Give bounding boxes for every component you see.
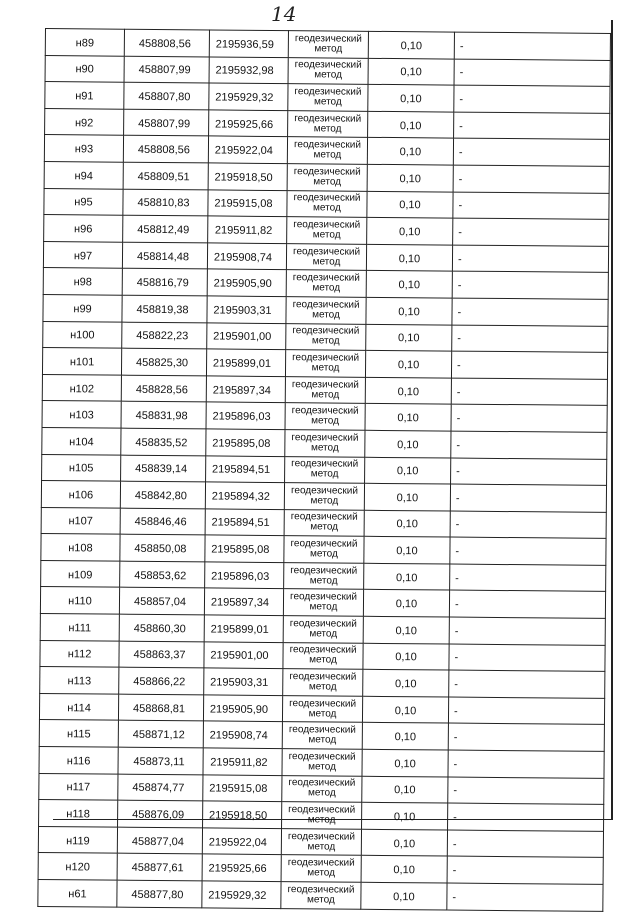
accuracy-cell: 0,10 <box>367 164 453 191</box>
method-line2: метод <box>307 867 336 879</box>
description-cell: - <box>451 404 607 432</box>
point-name-cell: н100 <box>43 321 122 348</box>
method-line1: геодезический <box>294 112 362 125</box>
accuracy-cell: 0,10 <box>363 616 449 643</box>
description-cell: - <box>447 856 603 884</box>
point-name-cell: н98 <box>43 268 122 295</box>
x-coordinate-cell: 458871,12 <box>118 721 203 748</box>
description-cell: - <box>449 617 605 645</box>
y-coordinate-cell: 2195899,01 <box>206 349 285 376</box>
y-coordinate-cell: 2195908,74 <box>203 721 282 748</box>
method-line2: метод <box>313 202 341 214</box>
method-line1: геодезический <box>290 538 358 550</box>
point-name-cell: н101 <box>42 348 121 375</box>
point-name-cell: н108 <box>41 534 120 561</box>
description-cell: - <box>448 697 604 725</box>
method-line1: геодезический <box>288 750 356 763</box>
method-cell <box>286 243 366 270</box>
accuracy-cell: 0,10 <box>364 537 450 564</box>
method-cell <box>285 403 365 430</box>
point-name-cell: н89 <box>45 29 124 56</box>
method-line1: геодезический <box>292 352 360 364</box>
method-line2: метод <box>306 894 335 906</box>
y-coordinate-cell: 2195905,90 <box>207 269 286 296</box>
y-coordinate-cell: 2195911,82 <box>203 748 282 775</box>
table-body <box>38 29 611 911</box>
method-cell <box>287 164 367 191</box>
point-name-cell: н107 <box>41 507 120 534</box>
point-name-cell: н90 <box>45 55 124 82</box>
x-coordinate-cell: 458853,62 <box>120 561 205 588</box>
method-line2: метод <box>314 69 343 81</box>
y-coordinate-cell: 2195901,00 <box>207 322 286 349</box>
y-coordinate-cell: 2195908,74 <box>207 243 286 270</box>
accuracy-cell: 0,10 <box>362 803 448 830</box>
point-name-cell: н95 <box>44 188 123 215</box>
description-cell: - <box>451 378 607 406</box>
y-coordinate-cell: 2195901,00 <box>204 642 283 669</box>
method-line2: метод <box>313 176 342 188</box>
x-coordinate-cell: 458809,51 <box>123 162 208 189</box>
accuracy-cell: 0,10 <box>364 563 450 590</box>
point-name-cell: н92 <box>45 108 124 135</box>
point-name-cell: н106 <box>41 481 120 508</box>
method-line1: геодезический <box>291 405 359 417</box>
method-line1: геодезический <box>287 857 355 869</box>
description-cell: - <box>452 298 608 326</box>
x-coordinate-cell: 458807,99 <box>124 56 209 83</box>
method-cell <box>283 642 363 669</box>
point-name-cell: н93 <box>44 135 123 162</box>
description-cell: - <box>453 218 609 246</box>
method-cell <box>285 350 365 377</box>
x-coordinate-cell: 458828,56 <box>121 375 206 402</box>
x-coordinate-cell: 458812,49 <box>123 215 208 242</box>
x-coordinate-cell: 458807,99 <box>124 109 209 136</box>
page-number: 14 <box>271 2 297 26</box>
method-line1: геодезический <box>294 59 362 72</box>
method-cell <box>287 190 367 217</box>
y-coordinate-cell: 2195918,50 <box>208 163 287 190</box>
description-cell: - <box>451 458 607 486</box>
y-coordinate-cell: 2195918,50 <box>203 801 282 828</box>
method-line2: метод <box>313 122 342 135</box>
method-line2: метод <box>309 654 337 667</box>
y-coordinate-cell: 2195896,03 <box>205 562 284 589</box>
accuracy-cell: 0,10 <box>362 749 448 776</box>
method-cell <box>286 270 366 297</box>
x-coordinate-cell: 458807,80 <box>124 82 209 109</box>
method-line1: геодезический <box>288 777 356 790</box>
method-line1: геодезический <box>287 830 356 843</box>
method-line1: геодезический <box>289 671 357 683</box>
accuracy-cell: 0,10 <box>367 138 453 165</box>
method-cell <box>286 323 366 350</box>
y-coordinate-cell: 2195915,08 <box>203 775 282 802</box>
point-name-cell: н94 <box>44 161 123 188</box>
accuracy-cell: 0,10 <box>366 271 452 298</box>
method-line1: геодезический <box>292 272 360 284</box>
method-line2: метод <box>311 335 340 347</box>
y-coordinate-cell: 2195903,31 <box>204 668 283 695</box>
x-coordinate-cell: 458846,46 <box>120 508 205 535</box>
description-cell: - <box>448 777 604 805</box>
accuracy-cell: 0,10 <box>366 244 452 271</box>
accuracy-cell: 0,10 <box>365 377 451 404</box>
point-name-cell: н103 <box>42 401 121 428</box>
point-name-cell: н97 <box>43 241 122 268</box>
y-coordinate-cell: 2195895,08 <box>205 535 284 562</box>
description-cell: - <box>454 112 610 140</box>
y-coordinate-cell: 2195897,34 <box>204 588 283 615</box>
method-cell <box>283 589 363 616</box>
method-line1: геодезический <box>288 724 356 736</box>
method-cell <box>284 509 364 536</box>
description-cell: - <box>454 85 610 113</box>
method-line2: метод <box>310 442 339 454</box>
description-cell: - <box>449 670 605 698</box>
method-line1: геодезический <box>292 298 360 311</box>
accuracy-cell: 0,10 <box>365 404 451 431</box>
y-coordinate-cell: 2195894,51 <box>206 455 285 482</box>
y-coordinate-cell: 2195896,03 <box>206 402 285 429</box>
point-name-cell: н120 <box>38 853 117 880</box>
method-line2: метод <box>314 43 343 55</box>
method-line1: геодезический <box>289 591 358 604</box>
accuracy-cell: 0,10 <box>365 350 451 377</box>
description-cell: - <box>453 165 609 193</box>
point-name-cell: н119 <box>38 826 117 853</box>
y-coordinate-cell: 2195922,04 <box>202 828 281 855</box>
method-line2: метод <box>308 681 337 693</box>
method-cell <box>282 802 362 829</box>
point-name-cell: н118 <box>39 800 118 827</box>
description-cell: - <box>447 830 603 858</box>
method-cell <box>285 430 365 457</box>
accuracy-cell: 0,10 <box>361 882 447 909</box>
method-cell <box>282 775 362 802</box>
point-name-cell: н115 <box>39 720 118 747</box>
x-coordinate-cell: 458810,83 <box>123 189 208 216</box>
method-line1: геодезический <box>290 564 358 577</box>
x-coordinate-cell: 458842,80 <box>120 481 205 508</box>
description-cell: - <box>448 723 604 751</box>
y-coordinate-cell: 2195903,31 <box>207 296 286 323</box>
method-cell <box>288 57 368 84</box>
method-line2: метод <box>309 628 338 640</box>
y-coordinate-cell: 2195905,90 <box>203 695 282 722</box>
x-coordinate-cell: 458822,23 <box>122 322 207 349</box>
x-coordinate-cell: 458831,98 <box>121 401 206 428</box>
method-cell <box>288 31 368 58</box>
method-line1: геодезический <box>292 325 360 338</box>
point-name-cell: н113 <box>40 667 119 694</box>
method-line2: метод <box>310 468 339 480</box>
accuracy-cell: 0,10 <box>363 590 449 617</box>
x-coordinate-cell: 458819,38 <box>122 295 207 322</box>
description-cell: - <box>448 750 604 778</box>
x-coordinate-cell: 458873,11 <box>118 747 203 774</box>
x-coordinate-cell: 458866,22 <box>119 667 204 694</box>
accuracy-cell: 0,10 <box>365 457 451 484</box>
method-line1: геодезический <box>289 644 357 657</box>
method-cell <box>281 828 361 855</box>
x-coordinate-cell: 458839,14 <box>121 455 206 482</box>
x-coordinate-cell: 458808,56 <box>123 136 208 163</box>
method-line2: метод <box>313 149 342 161</box>
description-cell: - <box>452 245 608 273</box>
x-coordinate-cell: 458814,48 <box>122 242 207 269</box>
method-line2: метод <box>313 96 342 108</box>
method-line2: метод <box>311 362 340 374</box>
x-coordinate-cell: 458877,80 <box>117 880 202 907</box>
point-name-cell: н110 <box>40 587 119 614</box>
point-name-cell: н114 <box>39 693 118 720</box>
accuracy-cell: 0,10 <box>361 829 447 856</box>
description-cell: - <box>452 271 608 299</box>
x-coordinate-cell: 458860,30 <box>119 614 204 641</box>
y-coordinate-cell: 2195895,08 <box>206 429 285 456</box>
point-name-cell: н112 <box>40 640 119 667</box>
x-coordinate-cell: 458874,77 <box>118 774 203 801</box>
method-line1: геодезический <box>288 804 356 816</box>
description-cell: - <box>454 32 610 60</box>
method-line1: геодезический <box>293 139 362 151</box>
description-cell: - <box>451 431 607 459</box>
x-coordinate-cell: 458863,37 <box>119 641 204 668</box>
method-line2: метод <box>307 840 336 853</box>
accuracy-cell: 0,10 <box>365 430 451 457</box>
description-cell: - <box>449 644 605 672</box>
x-coordinate-cell: 458868,81 <box>118 694 203 721</box>
y-coordinate-cell: 2195929,32 <box>202 881 281 908</box>
table-row <box>38 879 603 911</box>
accuracy-cell: 0,10 <box>367 217 453 244</box>
description-cell: - <box>449 591 605 619</box>
point-name-cell: н105 <box>42 454 121 481</box>
x-coordinate-cell: 458876,09 <box>118 800 203 827</box>
accuracy-cell: 0,10 <box>363 670 449 697</box>
x-coordinate-cell: 458835,52 <box>121 428 206 455</box>
y-coordinate-cell: 2195922,04 <box>208 136 287 163</box>
method-line1: геодезический <box>293 245 361 258</box>
accuracy-cell: 0,10 <box>362 723 448 750</box>
method-cell <box>287 137 367 164</box>
y-coordinate-cell: 2195925,66 <box>209 110 288 137</box>
method-line2: метод <box>307 814 336 826</box>
accuracy-cell: 0,10 <box>364 510 450 537</box>
y-coordinate-cell: 2195915,08 <box>208 189 287 216</box>
method-line1: геодезический <box>291 458 359 471</box>
point-name-cell: н109 <box>41 560 120 587</box>
x-coordinate-cell: 458808,56 <box>124 29 209 56</box>
method-cell <box>288 110 368 137</box>
description-cell: - <box>454 59 610 87</box>
point-name-cell: н96 <box>44 215 123 242</box>
accuracy-cell: 0,10 <box>368 111 454 138</box>
method-cell <box>282 695 362 722</box>
method-line2: метод <box>309 601 338 613</box>
y-coordinate-cell: 2195929,32 <box>209 83 288 110</box>
description-cell: - <box>453 192 609 220</box>
x-coordinate-cell: 458816,79 <box>122 269 207 296</box>
point-name-cell: н117 <box>39 773 118 800</box>
accuracy-cell: 0,10 <box>368 85 454 112</box>
x-coordinate-cell: 458825,30 <box>121 348 206 375</box>
y-coordinate-cell: 2195897,34 <box>206 376 285 403</box>
accuracy-cell: 0,10 <box>367 191 453 218</box>
method-line2: метод <box>309 575 338 587</box>
x-coordinate-cell: 458877,04 <box>117 827 202 854</box>
method-cell <box>285 456 365 483</box>
description-cell: - <box>452 325 608 353</box>
method-line1: геодезический <box>293 165 361 178</box>
y-coordinate-cell: 2195899,01 <box>204 615 283 642</box>
method-line2: метод <box>307 787 336 799</box>
method-line1: геодезический <box>289 697 357 710</box>
method-cell <box>284 536 364 563</box>
accuracy-cell: 0,10 <box>362 696 448 723</box>
method-cell <box>283 669 363 696</box>
accuracy-cell: 0,10 <box>364 483 450 510</box>
method-line1: геодезический <box>291 378 359 391</box>
accuracy-cell: 0,10 <box>366 297 452 324</box>
description-cell: - <box>453 138 609 166</box>
method-line2: метод <box>308 761 336 773</box>
method-line1: геодезический <box>290 485 359 497</box>
method-line2: метод <box>310 521 339 534</box>
method-line2: метод <box>309 548 338 560</box>
x-coordinate-cell: 458877,61 <box>117 854 202 881</box>
method-line1: геодезический <box>294 86 362 98</box>
point-name-cell: н61 <box>38 879 117 906</box>
method-line2: метод <box>312 229 341 241</box>
point-name-cell: н99 <box>43 294 122 321</box>
point-name-cell: н104 <box>42 427 121 454</box>
accuracy-cell: 0,10 <box>363 643 449 670</box>
method-line1: геодезический <box>287 883 355 896</box>
method-line2: метод <box>311 415 340 427</box>
method-cell <box>284 562 364 589</box>
x-coordinate-cell: 458857,04 <box>119 588 204 615</box>
y-coordinate-cell: 2195925,66 <box>202 854 281 881</box>
method-line1: геодезический <box>289 618 357 630</box>
description-cell: - <box>450 511 606 539</box>
method-line2: метод <box>311 388 340 401</box>
method-line1: геодезический <box>290 511 358 524</box>
method-line1: геодезический <box>294 32 362 45</box>
method-line2: метод <box>312 282 341 294</box>
method-cell <box>286 297 366 324</box>
method-cell <box>282 749 362 776</box>
method-cell <box>282 722 362 749</box>
point-name-cell: н91 <box>45 82 124 109</box>
description-cell: - <box>451 351 607 379</box>
accuracy-cell: 0,10 <box>368 31 454 58</box>
method-line2: метод <box>308 734 337 746</box>
point-name-cell: н111 <box>40 614 119 641</box>
method-line2: метод <box>310 495 339 507</box>
method-cell <box>288 84 368 111</box>
point-name-cell: н102 <box>42 374 121 401</box>
coordinates-table <box>37 28 611 911</box>
y-coordinate-cell: 2195936,59 <box>209 30 288 57</box>
y-coordinate-cell: 2195894,32 <box>205 482 284 509</box>
method-line2: метод <box>312 309 340 321</box>
y-coordinate-cell: 2195911,82 <box>208 216 287 243</box>
method-line1: геодезический <box>291 431 359 444</box>
description-cell: - <box>450 484 606 512</box>
description-cell: - <box>450 564 606 592</box>
method-cell <box>281 855 361 882</box>
accuracy-cell: 0,10 <box>362 776 448 803</box>
point-name-cell: н116 <box>39 747 118 774</box>
method-cell <box>287 217 367 244</box>
accuracy-cell: 0,10 <box>368 58 454 85</box>
y-coordinate-cell: 2195894,51 <box>205 509 284 536</box>
x-coordinate-cell: 458850,08 <box>120 534 205 561</box>
method-line2: метод <box>308 707 337 720</box>
method-cell <box>283 616 363 643</box>
description-cell: - <box>448 803 604 831</box>
method-cell <box>284 483 364 510</box>
description-cell: - <box>447 883 603 911</box>
accuracy-cell: 0,10 <box>361 856 447 883</box>
method-line2: метод <box>312 255 341 268</box>
method-line1: геодезический <box>293 192 361 205</box>
y-coordinate-cell: 2195932,98 <box>209 57 288 84</box>
description-cell: - <box>450 537 606 565</box>
method-cell <box>285 376 365 403</box>
accuracy-cell: 0,10 <box>366 324 452 351</box>
method-line1: геодезический <box>293 219 361 231</box>
